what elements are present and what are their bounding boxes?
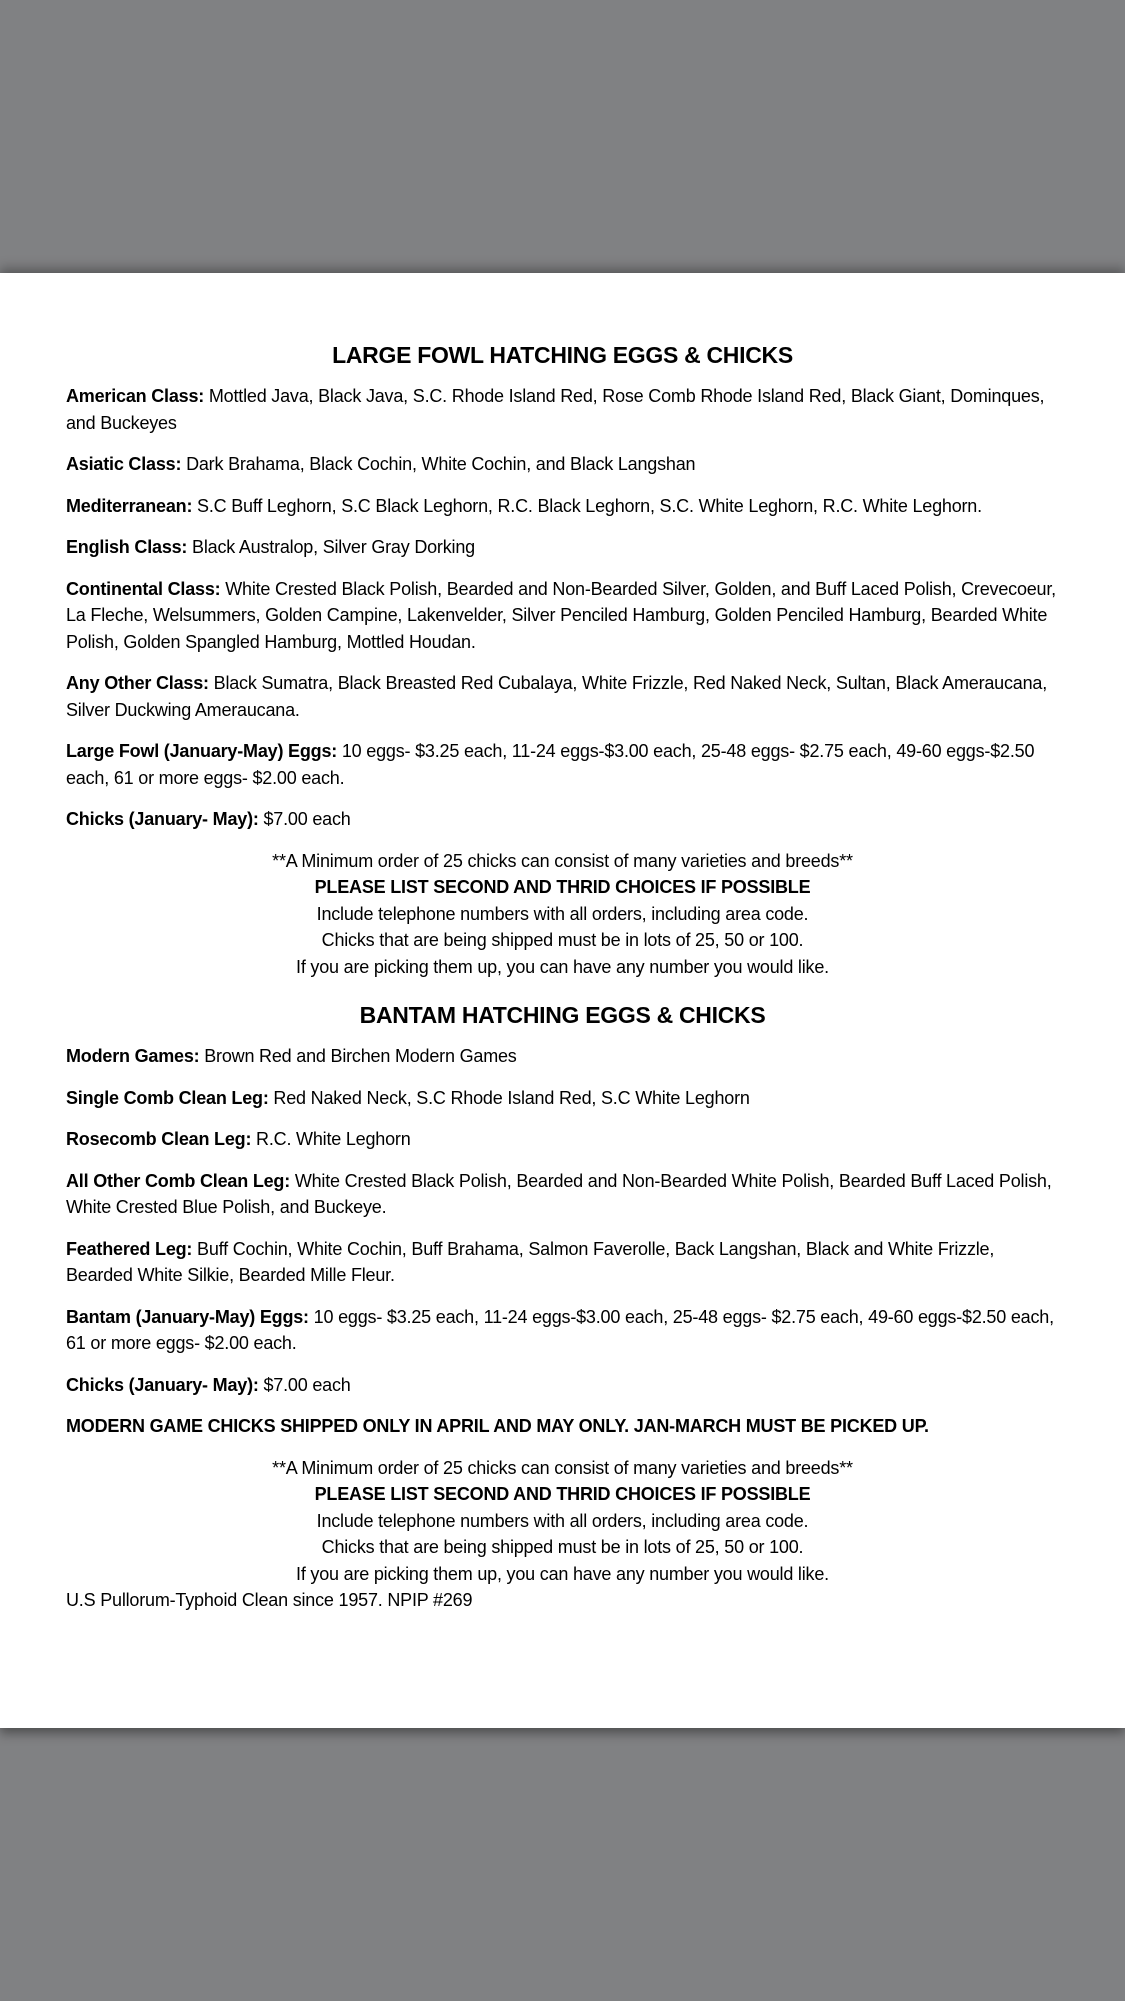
entry-text: Red Naked Neck, S.C Rhode Island Red, S.C White Leghorn <box>268 1087 750 1108</box>
rosecomb-clean-leg-entry <box>66 1126 1059 1153</box>
entry-label: Bantam (January-May) Eggs: <box>66 1306 309 1327</box>
entry-text: Mottled Java, Black Java, S.C. Rhode Island Red, Rose Comb Rhode Island Red, Black Giant, Dominques, and Buckeyes <box>66 386 1045 433</box>
entry-label: Rosecomb Clean Leg: <box>66 1129 252 1149</box>
modern-games-entry <box>66 1043 1059 1070</box>
entry-label: Mediterranean: <box>66 495 193 516</box>
choices-note: PLEASE LIST SECOND AND THRID CHOICES IF POSSIBLE <box>314 877 811 897</box>
entry-label: Continental Class: <box>66 578 221 599</box>
entry-label: Asiatic Class: <box>66 454 182 474</box>
bantam-chicks-pricing <box>66 1372 1059 1399</box>
entry-text: Buff Cochin, White Cochin, Buff Brahama, Salmon Faverolle, Back Langshan, Black and White Frizzle, Bearded White Silkie, Bearded Mille Fleur. <box>66 1238 995 1285</box>
certification-footer: U.S Pullorum-Typhoid Clean since 1957. NPIP #269 <box>66 1590 473 1610</box>
large-fowl-eggs-pricing <box>66 738 1059 791</box>
entry-text: Brown Red and Birchen Modern Games <box>199 1046 517 1066</box>
english-class-entry <box>66 534 1059 561</box>
telephone-note: Include telephone numbers with all orders, including area code. <box>316 903 809 924</box>
document-page <box>0 273 1125 1728</box>
entry-text: 10 eggs- $3.25 each, 11-24 eggs-$3.00 each, 25-48 eggs- $2.75 each, 49-60 eggs-$2.50 each, 61 or more eggs- $2.00 each. <box>66 741 1035 788</box>
entry-label: Chicks (January- May): <box>66 1374 259 1395</box>
entry-label: Feathered Leg: <box>66 1238 193 1259</box>
entry-label: American Class: <box>66 386 205 406</box>
large-fowl-title: LARGE FOWL HATCHING EGGS & CHICKS <box>332 342 793 368</box>
entry-label: Chicks (January- May): <box>66 809 259 829</box>
shipping-lots-note: Chicks that are being shipped must be in lots of 25, 50 or 100. <box>321 1537 804 1557</box>
entry-text: Black Australop, Silver Gray Dorking <box>187 537 475 557</box>
continental-class-entry <box>66 576 1059 656</box>
bantam-eggs-pricing <box>66 1304 1059 1357</box>
any-other-class-entry <box>66 670 1059 723</box>
large-fowl-chicks-pricing <box>66 806 1059 833</box>
entry-text: White Crested Black Polish, Bearded and Non-Bearded Silver, Golden, and Buff Laced Polish, Crevecoeur, La Fleche, Welsummers, Golden Campine, Lakenvelder, Silver Penciled Hamburg, Golden Penciled Hamburg, Bearded White Polish, Golden Spangled Hamburg, Mottled Houdan. <box>66 578 1056 652</box>
entry-text: R.C. White Leghorn <box>251 1129 411 1149</box>
entry-text: White Crested Black Polish, Bearded and Non-Bearded White Polish, Bearded Buff Laced Polish, White Crested Blue Polish, and Buckeye. <box>66 1170 1052 1217</box>
entry-text: Dark Brahama, Black Cochin, White Cochin, and Black Langshan <box>181 454 696 474</box>
feathered-leg-entry <box>66 1236 1059 1289</box>
entry-text: 10 eggs- $3.25 each, 11-24 eggs-$3.00 each, 25-48 eggs- $2.75 each, 49-60 eggs-$2.50 each, 61 or more eggs- $2.00 each. <box>66 1306 1054 1353</box>
single-comb-clean-leg-entry <box>66 1085 1059 1112</box>
entry-label: Any Other Class: <box>66 673 209 693</box>
shipping-lots-note: Chicks that are being shipped must be in lots of 25, 50 or 100. <box>321 930 804 950</box>
bantam-title: BANTAM HATCHING EGGS & CHICKS <box>359 1002 766 1028</box>
entry-label: Modern Games: <box>66 1046 200 1066</box>
entry-label: English Class: <box>66 537 188 557</box>
pickup-note: If you are picking them up, you can have any number you would like. <box>296 1563 829 1584</box>
american-class-entry <box>66 383 1059 436</box>
bantam-order-notice <box>66 1455 1059 1588</box>
entry-text: S.C Buff Leghorn, S.C Black Leghorn, R.C. Black Leghorn, S.C. White Leghorn, R.C. White Leghorn. <box>192 495 982 516</box>
large-fowl-order-notice <box>66 848 1059 981</box>
pickup-note: If you are picking them up, you can have any number you would like. <box>296 956 829 977</box>
entry-label: Large Fowl (January-May) Eggs: <box>66 741 338 761</box>
entry-label: Single Comb Clean Leg: <box>66 1087 269 1108</box>
modern-game-shipping-note: MODERN GAME CHICKS SHIPPED ONLY IN APRIL AND MAY ONLY. JAN-MARCH MUST BE PICKED UP. <box>66 1416 929 1436</box>
entry-label: All Other Comb Clean Leg: <box>66 1170 291 1191</box>
entry-text: Black Sumatra, Black Breasted Red Cubalaya, White Frizzle, Red Naked Neck, Sultan, Black Ameraucana, Silver Duckwing Ameraucana. <box>66 673 1048 720</box>
mediterranean-entry <box>66 493 1059 520</box>
choices-note: PLEASE LIST SECOND AND THRID CHOICES IF POSSIBLE <box>314 1484 811 1504</box>
minimum-order-note: **A Minimum order of 25 chicks can consist of many varieties and breeds** <box>272 850 853 871</box>
all-other-comb-clean-leg-entry <box>66 1168 1059 1221</box>
telephone-note: Include telephone numbers with all orders, including area code. <box>316 1510 809 1531</box>
asiatic-class-entry <box>66 451 1059 478</box>
entry-text: $7.00 each <box>258 809 351 829</box>
entry-text: $7.00 each <box>258 1374 351 1395</box>
minimum-order-note: **A Minimum order of 25 chicks can consist of many varieties and breeds** <box>272 1457 853 1478</box>
